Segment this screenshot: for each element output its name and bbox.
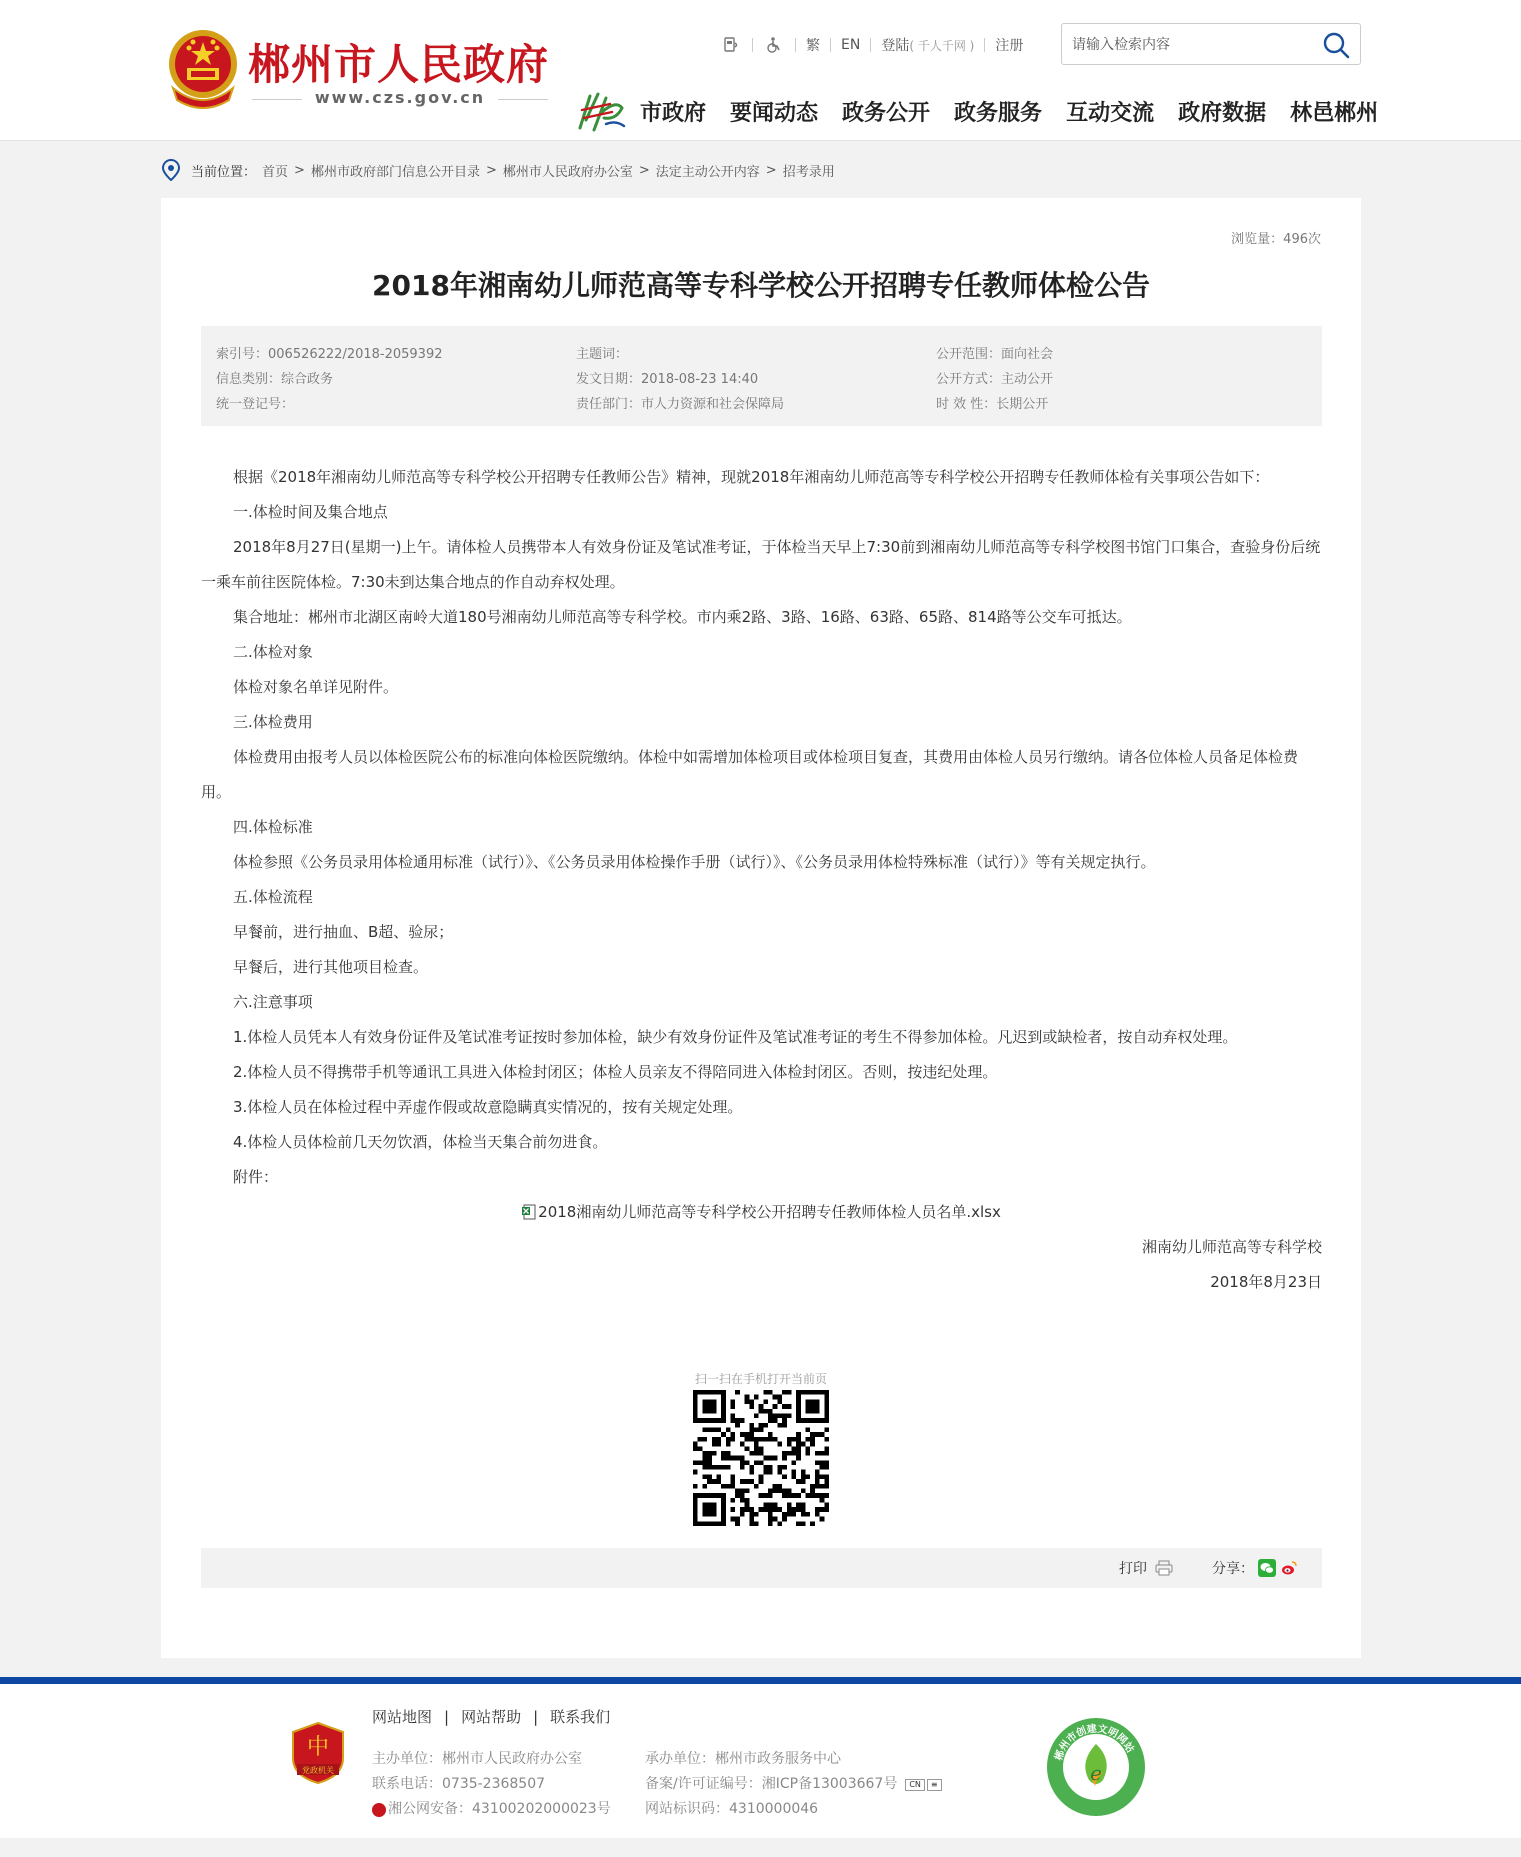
civilized-website-badge[interactable] bbox=[1045, 1716, 1147, 1818]
nav-item-linyi-chenzhou[interactable]: 林邑郴州 bbox=[1290, 101, 1379, 126]
signature-date: 2018年8月23日 bbox=[1210, 1273, 1322, 1291]
footer-link-separator: | bbox=[444, 1707, 450, 1726]
svg-text:中: 中 bbox=[306, 1735, 330, 1760]
attachment-row bbox=[201, 1195, 1322, 1230]
wechat-icon[interactable] bbox=[1258, 1559, 1276, 1577]
location-pin-icon bbox=[161, 159, 181, 181]
paragraph: 根据《2018年湘南幼儿师范高等专科学校公开招聘专任教师公告》精神，现就2018年湘南幼儿师范高等专科学校公开招聘专任教师体检有关事项公告如下： bbox=[233, 468, 1270, 486]
footer-icp[interactable]: 备案/许可证编号：湘ICP备13003667号 bbox=[645, 1776, 898, 1792]
paragraph: 4.体检人员体检前几天勿饮酒，体检当天集合前勿进食。 bbox=[233, 1133, 608, 1151]
search-box bbox=[1061, 23, 1361, 65]
paragraph: 早餐后，进行其他项目检查。 bbox=[233, 958, 429, 976]
traditional-chinese-link[interactable]: 繁 bbox=[806, 38, 820, 54]
paragraph: 体检对象名单详见附件。 bbox=[233, 678, 399, 696]
section-heading: 四.体检标准 bbox=[233, 818, 313, 836]
divider bbox=[795, 38, 796, 52]
section-heading: 五.体检流程 bbox=[233, 888, 313, 906]
printer-icon bbox=[1155, 1560, 1173, 1576]
nav-item-gov-affairs-open[interactable]: 政务公开 bbox=[842, 101, 931, 126]
footer-links bbox=[372, 1706, 610, 1727]
excel-file-icon bbox=[522, 1204, 536, 1220]
breadcrumb-separator: > bbox=[638, 162, 650, 178]
breadcrumb-recruitment[interactable]: 招考录用 bbox=[782, 164, 835, 180]
wheelchair-icon[interactable] bbox=[763, 34, 785, 56]
login-sub-label: ( 千人千网 ) bbox=[909, 38, 975, 53]
site-url-text: www.czs.gov.cn bbox=[314, 88, 486, 107]
breadcrumb bbox=[161, 158, 835, 182]
top-links bbox=[720, 34, 1023, 56]
nav-item-news[interactable]: 要闻动态 bbox=[730, 101, 819, 126]
article-body bbox=[201, 460, 1322, 1300]
meta-registration-number: 统一登记号： bbox=[216, 397, 295, 412]
share-group bbox=[1212, 1558, 1298, 1578]
meta-column-1 bbox=[216, 342, 443, 417]
meta-scope: 公开范围：面向社会 bbox=[936, 347, 1054, 362]
footer-link-contact[interactable]: 联系我们 bbox=[550, 1708, 611, 1726]
english-link[interactable]: EN bbox=[841, 37, 861, 53]
civ-badge-text: 郴州市创建文明网站 bbox=[1053, 1723, 1136, 1762]
nav-item-gov-data[interactable]: 政府数据 bbox=[1178, 101, 1267, 126]
party-badge-text: 党政机关 bbox=[302, 1766, 334, 1775]
police-badge-icon bbox=[372, 1803, 386, 1817]
footer-link-separator: | bbox=[533, 1707, 539, 1726]
flag-icon: ≡ bbox=[927, 1779, 942, 1791]
paragraph: 2.体检人员不得携带手机等通讯工具进入体检封闭区；体检人员亲友不得陪同进入体检封闭区。否则，按违纪处理。 bbox=[233, 1063, 998, 1081]
section-heading: 六.注意事项 bbox=[233, 993, 313, 1011]
breadcrumb-home[interactable]: 首页 bbox=[262, 164, 289, 180]
city-calligraphy-logo bbox=[576, 90, 628, 134]
article-card bbox=[161, 198, 1361, 1658]
breadcrumb-office[interactable]: 郴州市人民政府办公室 bbox=[502, 164, 633, 180]
meta-validity: 时 效 性：长期公开 bbox=[936, 397, 1049, 412]
paragraph: 1.体检人员凭本人有效身份证件及笔试准考证按时参加体检，缺少有效身份证件及笔试准考证的考生不得参加体检。凡迟到或缺检者，按自动弃权处理。 bbox=[233, 1028, 1238, 1046]
footer-sponsor: 主办单位：郴州市人民政府办公室 bbox=[372, 1751, 582, 1767]
share-label: 分享： bbox=[1212, 1561, 1254, 1577]
article-title: 2018年湘南幼儿师范高等专科学校公开招聘专任教师体检公告 bbox=[372, 269, 1150, 302]
breadcrumb-statutory[interactable]: 法定主动公开内容 bbox=[655, 164, 760, 180]
footer-icp-row bbox=[645, 1772, 942, 1797]
accessibility-audio-icon[interactable] bbox=[720, 34, 742, 56]
footer-organizer: 承办单位：郴州市政务服务中心 bbox=[645, 1751, 841, 1767]
main-nav bbox=[640, 96, 1378, 127]
breadcrumb-dept-catalog[interactable]: 郴州市政府部门信息公开目录 bbox=[310, 164, 480, 180]
print-label: 打印 bbox=[1119, 1561, 1147, 1577]
meta-index-number: 索引号：006526222/2018-2059392 bbox=[216, 347, 443, 362]
breadcrumb-separator: > bbox=[765, 162, 777, 178]
divider bbox=[984, 38, 985, 52]
footer-link-sitemap[interactable]: 网站地图 bbox=[372, 1708, 433, 1726]
login-link[interactable]: 登陆 bbox=[881, 38, 910, 54]
breadcrumb-separator: > bbox=[485, 162, 497, 178]
footer-police-row bbox=[372, 1797, 611, 1822]
nav-item-city-government[interactable]: 市政府 bbox=[640, 101, 707, 126]
qr-label: 扫一扫在手机打开当前页 bbox=[694, 1372, 827, 1386]
paragraph: 集合地址：郴州市北湖区南岭大道180号湘南幼儿师范高等专科学校。市内乘2路、3路、16路、63路、65路、814路等公交车可抵达。 bbox=[233, 608, 1132, 626]
view-count: 浏览量：496次 bbox=[1231, 232, 1321, 247]
signature-org: 湘南幼儿师范高等专科学校 bbox=[1141, 1238, 1322, 1256]
svg-text:e: e bbox=[1090, 1761, 1102, 1785]
qr-code bbox=[693, 1390, 829, 1526]
paragraph: 3.体检人员在体检过程中弄虚作假或故意隐瞒真实情况的，按有关规定处理。 bbox=[233, 1098, 743, 1116]
meta-column-3 bbox=[936, 342, 1053, 417]
beian-badge-icon: CN bbox=[905, 1779, 925, 1791]
register-link[interactable]: 注册 bbox=[995, 38, 1024, 54]
section-heading: 三.体检费用 bbox=[233, 713, 313, 731]
article-meta bbox=[201, 326, 1322, 426]
divider bbox=[830, 38, 831, 52]
meta-method: 公开方式：主动公开 bbox=[936, 372, 1054, 387]
footer-link-help[interactable]: 网站帮助 bbox=[461, 1708, 522, 1726]
weibo-icon[interactable] bbox=[1280, 1559, 1298, 1577]
footer-site-code: 网站标识码：4310000046 bbox=[645, 1801, 819, 1817]
breadcrumb-separator: > bbox=[294, 162, 305, 178]
section-heading: 一.体检时间及集合地点 bbox=[233, 503, 388, 521]
divider bbox=[870, 38, 871, 52]
search-input[interactable] bbox=[1072, 32, 1302, 56]
paragraph: 体检费用由报考人员以体检医院公布的标准向体检医院缴纳。体检中如需增加体检项目或体检项目复查，其费用由体检人员另行缴纳。请各位体检人员备足体检费用。 bbox=[201, 748, 1299, 801]
header bbox=[0, 0, 1521, 141]
site-url bbox=[252, 88, 548, 107]
article-toolbar bbox=[201, 1548, 1322, 1588]
attachment-label: 附件： bbox=[233, 1168, 279, 1186]
paragraph: 2018年8月27日(星期一)上午。请体检人员携带本人有效身份证及笔试准考证，于体检当天早上7:30前到湘南幼儿师范高等专科学校图书馆门口集合，查验身份后统一乘车前往医院体检。7:30未到达集合地点的作自动弃权处理。 bbox=[201, 538, 1321, 591]
party-gov-agency-badge[interactable] bbox=[291, 1722, 345, 1784]
divider bbox=[752, 38, 753, 52]
footer-phone: 联系电话：0735-2368507 bbox=[372, 1776, 546, 1792]
meta-publish-date: 发文日期：2018-08-23 14:40 bbox=[576, 372, 759, 387]
print-button[interactable] bbox=[1119, 1558, 1173, 1578]
meta-keywords: 主题词： bbox=[576, 347, 629, 362]
footer-info-left bbox=[372, 1747, 611, 1822]
site-name: 郴州市人民政府 bbox=[248, 40, 550, 89]
section-heading: 二.体检对象 bbox=[233, 643, 313, 661]
national-emblem-logo[interactable] bbox=[163, 26, 243, 110]
meta-column-2 bbox=[576, 342, 784, 417]
paragraph: 早餐前，进行抽血、B超、验尿； bbox=[233, 923, 454, 941]
nav-item-gov-services[interactable]: 政务服务 bbox=[954, 101, 1043, 126]
meta-category: 信息类别：综合政务 bbox=[216, 372, 334, 387]
footer-info-right bbox=[645, 1747, 942, 1822]
nav-item-interaction[interactable]: 互动交流 bbox=[1066, 101, 1155, 126]
search-icon[interactable] bbox=[1320, 29, 1352, 61]
footer bbox=[0, 1684, 1521, 1838]
footer-top-bar bbox=[0, 1677, 1521, 1684]
breadcrumb-label: 当前位置： bbox=[191, 164, 257, 180]
meta-responsible-dept: 责任部门：市人力资源和社会保障局 bbox=[576, 397, 785, 412]
attachment-link[interactable]: 2018湘南幼儿师范高等专科学校公开招聘专任教师体检人员名单.xlsx bbox=[538, 1203, 1001, 1221]
paragraph: 体检参照《公务员录用体检通用标准（试行）》、《公务员录用体检操作手册（试行）》、《公务员录用体检特殊标准（试行）》等有关规定执行。 bbox=[233, 853, 1156, 871]
footer-police[interactable]: 湘公网安备：43100202000023号 bbox=[388, 1801, 611, 1817]
